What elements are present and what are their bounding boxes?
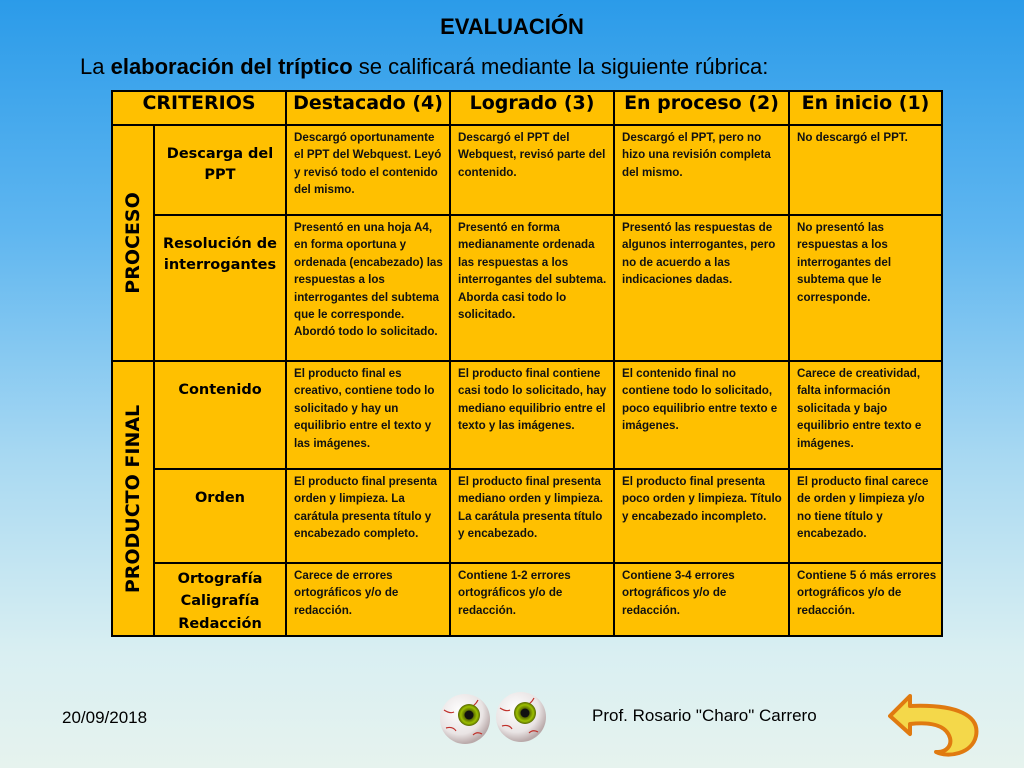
cell: El producto final presenta poco orden y limpieza. Título y encabezado incompleto.: [614, 469, 789, 563]
footer-date: 20/09/2018: [62, 708, 148, 727]
criterion-descarga: Descarga del PPT: [154, 125, 286, 215]
table-row: [112, 215, 942, 361]
cell: Descargó el PPT del Webquest, revisó parte del contenido.: [450, 125, 614, 215]
criterion-resolucion: Resolución de interrogantes: [154, 215, 286, 361]
cell: El producto final presenta mediano orden y limpieza. La carátula presenta título y encabezado.: [450, 469, 614, 563]
cell: Carece de errores ortográficos y/o de redacción.: [286, 563, 450, 636]
criterion-line: Redacción: [178, 615, 262, 632]
cell: El producto final contiene casi todo lo solicitado, hay mediano equilibrio entre el texto y las imágenes.: [450, 361, 614, 469]
criterion-line: Caligrafía: [180, 593, 260, 610]
subtitle-post: se calificará mediante la siguiente rúbrica:: [352, 54, 769, 79]
cell: El contenido final no contiene todo lo solicitado, poco equilibrio entre texto e imágenes.: [614, 361, 789, 469]
table-row: [112, 469, 942, 563]
col-header-en-proceso: En proceso (2): [614, 91, 789, 125]
footer-author: Prof. Rosario "Charo" Carrero: [592, 706, 817, 725]
table-row: [112, 563, 942, 636]
cell: No presentó las respuestas a los interrogantes del subtema que le corresponde.: [789, 215, 942, 361]
table-row: [112, 361, 942, 469]
criterion-line: Ortografía: [177, 571, 263, 587]
cell: Presentó las respuestas de algunos interrogantes, pero no de acuerdo a las indicaciones dadas.: [614, 215, 789, 361]
slide-title: EVALUACIÓN: [440, 14, 584, 39]
cell: Contiene 5 ó más errores ortográficos y/o de redacción.: [789, 563, 942, 636]
cell: Presentó en forma medianamente ordenada las respuestas a los interrogantes del subtema. Aborda casi todo lo solicitado.: [450, 215, 614, 361]
slide-subtitle: [80, 54, 768, 80]
cell: El producto final carece de orden y limpieza y/o no tiene título y encabezado.: [789, 469, 942, 563]
criterion-contenido: Contenido: [154, 361, 286, 469]
cell: Presentó en una hoja A4, en forma oportuna y ordenada (encabezado) las respuestas a los interrogantes del subtema que le corresponde. Abordó todo lo solicitado.: [286, 215, 450, 361]
cell: No descargó el PPT.: [789, 125, 942, 215]
group-proceso: [112, 125, 154, 361]
group-producto-final: [112, 361, 154, 636]
criterion-orden: Orden: [154, 469, 286, 563]
col-header-logrado: Logrado (3): [450, 91, 614, 125]
cell: Carece de creatividad, falta información solicitada y bajo equilibrio entre texto e imágenes.: [789, 361, 942, 469]
cell: Descargó el PPT, pero no hizo una revisión completa del mismo.: [614, 125, 789, 215]
group-label: PRODUCTO FINAL: [122, 404, 144, 593]
cell: Contiene 3-4 errores ortográficos y/o de redacción.: [614, 563, 789, 636]
cell: Descargó oportunamente el PPT del Webquest. Leyó y revisó todo el contenido del mismo.: [286, 125, 450, 215]
return-arrow-icon[interactable]: [888, 690, 984, 760]
group-label: PROCESO: [122, 192, 144, 294]
table-row: [112, 125, 942, 215]
cell: El producto final es creativo, contiene todo lo solicitado y hay un equilibrio entre el texto y las imágenes.: [286, 361, 450, 469]
col-header-en-inicio: En inicio (1): [789, 91, 942, 125]
subtitle-bold: elaboración del tríptico: [110, 54, 353, 79]
eyeballs-icon: [438, 690, 550, 746]
subtitle-pre: La: [80, 54, 111, 79]
criterion-ortografia: [154, 563, 286, 636]
col-header-destacado: Destacado (4): [286, 91, 450, 125]
cell: Contiene 1-2 errores ortográficos y/o de redacción.: [450, 563, 614, 636]
header-row: [112, 91, 942, 125]
rubric-table: [111, 90, 943, 637]
cell: El producto final presenta orden y limpieza. La carátula presenta título y encabezado completo.: [286, 469, 450, 563]
col-header-criterios: CRITERIOS: [112, 91, 286, 125]
